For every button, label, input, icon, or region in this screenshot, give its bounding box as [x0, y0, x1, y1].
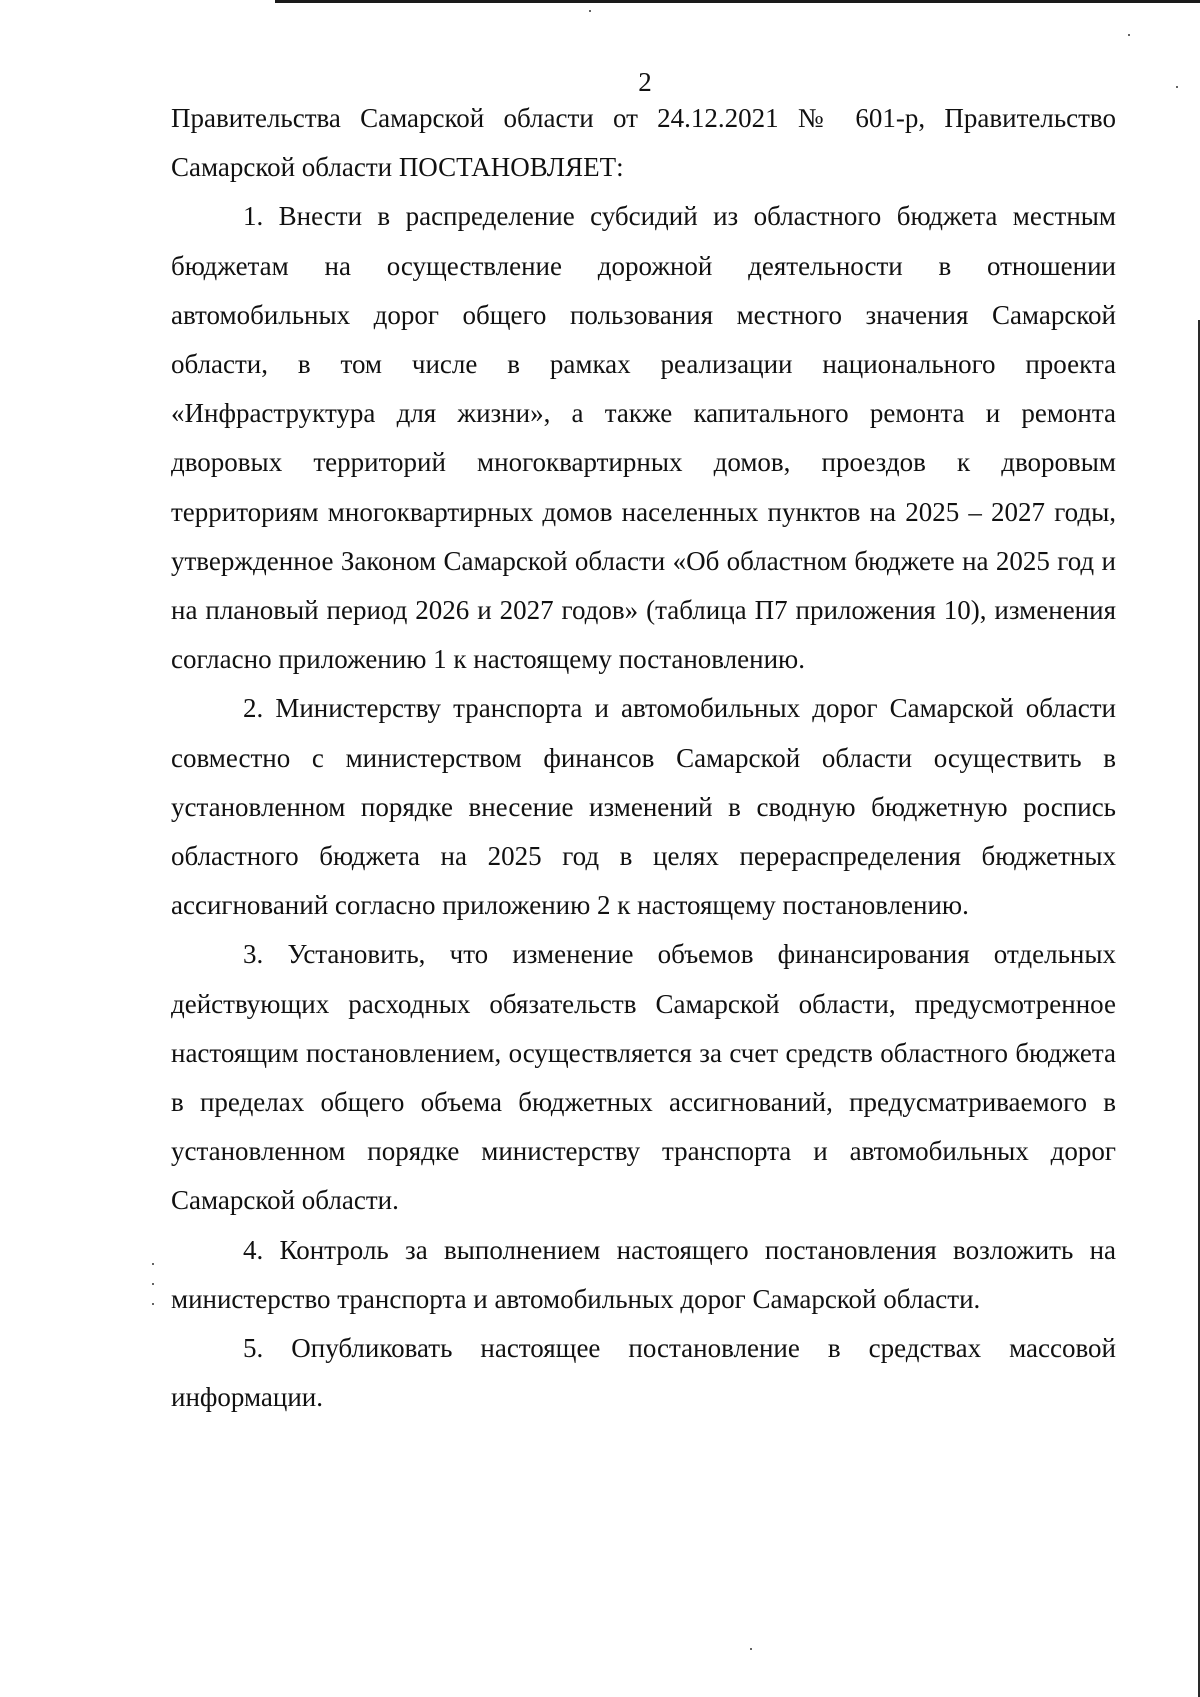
scan-speck — [152, 1263, 154, 1265]
document-body — [171, 94, 1116, 1422]
scan-speck — [1128, 34, 1130, 36]
scan-edge-top — [275, 0, 1200, 3]
paragraph-preamble: Правительства Самарской области от 24.12.2021 № 601-р, Правительство Самарской области ПОСТАНОВЛЯЕТ: — [171, 103, 1116, 183]
paragraph-item-1: 1. Внести в распределение субсидий из областного бюджета местным бюджетам на осуществление дорожной деятельности в отношении автомобильных дорог общего пользования местного значения Самарской области, в том числе в рамках реализации национального проекта «Инфраструктура для жизни», а также капитального ремонта и ремонта дворовых территорий многоквартирных домов, проездов к дворовым территориям многоквартирных домов населенных пунктов на 2025 – 2027 годы, утвержденное Законом Самарской области «Об областном бюджете на 2025 год и на плановый период 2026 и 2027 годов» (таблица П7 приложения 10), изменения согласно приложению 1 к настоящему постановлению. — [171, 201, 1116, 675]
paragraph-item-5: 5. Опубликовать настоящее постановление в средствах массовой информации. — [171, 1333, 1116, 1413]
paragraph-item-3: 3. Установить, что изменение объемов финансирования отдельных действующих расходных обязательств Самарской области, предусмотренное настоящим постановлением, осуществляется за счет средств областного бюджета в пределах общего объема бюджетных ассигнований, предусматриваемого в установленном порядке министерству транспорта и автомобильных дорог Самарской области. — [171, 939, 1116, 1216]
page-number: 2 — [638, 67, 652, 97]
scan-speck — [750, 1648, 752, 1650]
scan-speck — [152, 1283, 154, 1285]
paragraph-item-2: 2. Министерству транспорта и автомобильных дорог Самарской области совместно с министерством финансов Самарской области осуществить в установленном порядке внесение изменений в сводную бюджетную роспись областного бюджета на 2025 год в целях перераспределения бюджетных ассигнований согласно приложению 2 к настоящему постановлению. — [171, 693, 1116, 921]
scan-speck — [589, 10, 591, 12]
paragraph-item-4: 4. Контроль за выполнением настоящего постановления возложить на министерство транспорта и автомобильных дорог Самарской области. — [171, 1234, 1116, 1314]
scan-speck — [152, 1303, 154, 1305]
